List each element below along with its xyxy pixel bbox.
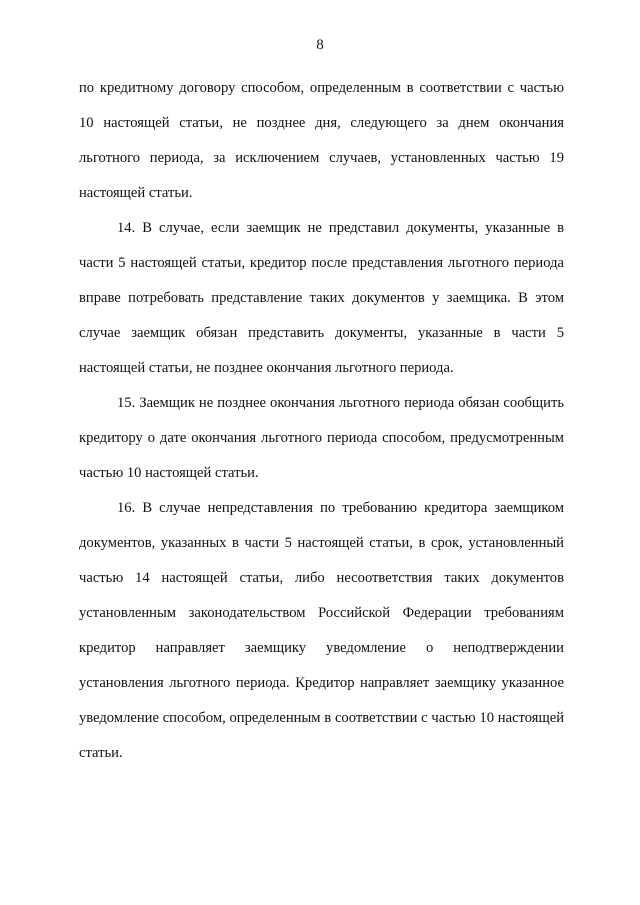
paragraph-14: 14. В случае, если заемщик не представил документы, указанные в части 5 настоящей статьи, кредитор после представления льготного периода вправе потребовать представление таких документов у заемщика. В этом случае заемщик обязан представить документы, указанные в части 5 настоящей статьи, не позднее окончания льготного периода. <box>79 220 564 376</box>
paragraph-16: 16. В случае непредставления по требованию кредитора заемщиком документов, указанных в части 5 настоящей статьи, в срок, установленный частью 14 настоящей статьи, либо несоответствия таких документов установленным законодательством Российской Федерации требованиям кредитор направляет заемщику уведомление о неподтверждении установления льготного периода. Кредитор направляет заемщику указанное уведомление способом, определенным в соответствии с частью 10 настоящей статьи. <box>79 500 564 761</box>
paragraph-15: 15. Заемщик не позднее окончания льготного периода обязан сообщить кредитору о дате окончания льготного периода способом, предусмотренным частью 10 настоящей статьи. <box>79 395 564 481</box>
page-number: 8 <box>316 37 324 53</box>
document-body <box>79 71 564 771</box>
paragraph-continuation: по кредитному договору способом, определенным в соответствии с частью 10 настоящей статьи, не позднее дня, следующего за днем окончания льготного периода, за исключением случаев, установленных частью 19 настоящей статьи. <box>79 80 564 201</box>
